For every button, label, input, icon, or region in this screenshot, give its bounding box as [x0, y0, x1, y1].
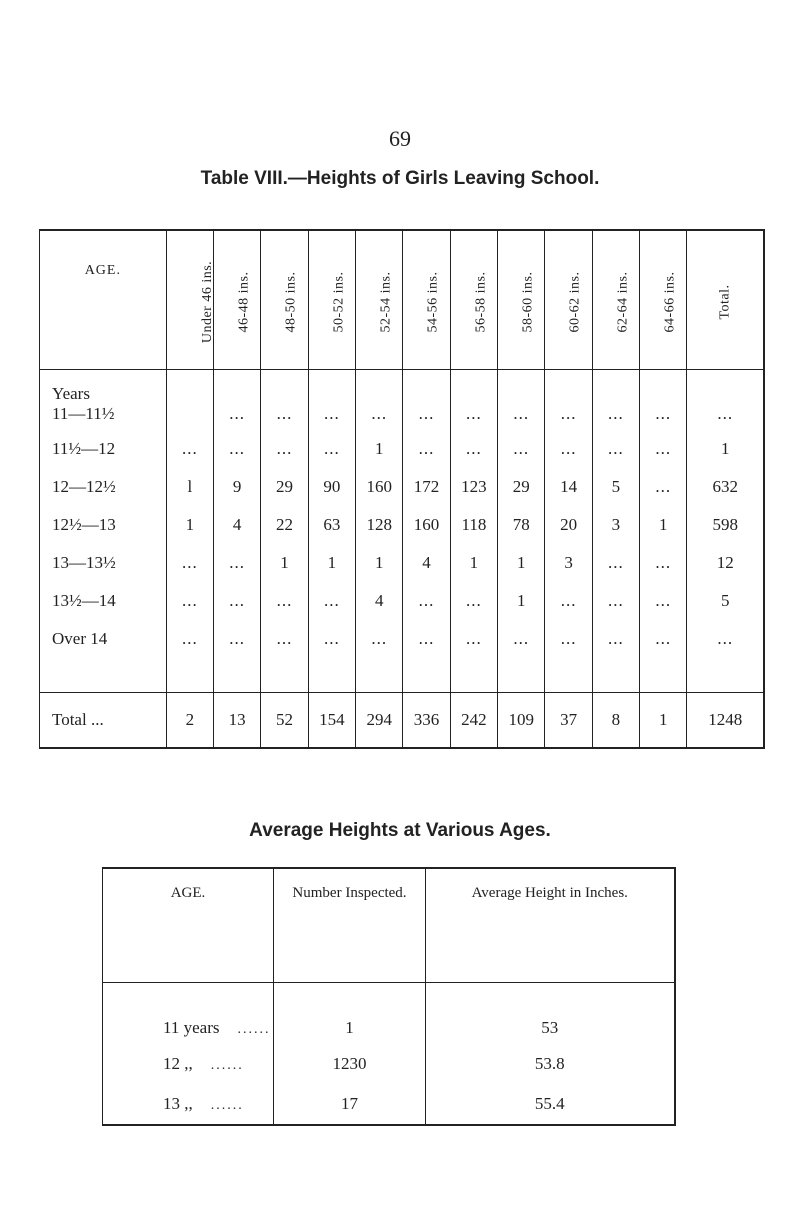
- data-cell: 22: [261, 506, 308, 544]
- age-cell: [103, 1084, 274, 1125]
- data-cell: 90: [308, 468, 355, 506]
- leader-dots: ......: [210, 1098, 244, 1113]
- spacer-row: [40, 658, 765, 693]
- data-cell: ...: [214, 544, 261, 582]
- spacer-cell: [592, 658, 639, 693]
- column-header: 64-66 ins.: [640, 230, 687, 370]
- age-label: 12 ,,: [163, 1054, 193, 1073]
- data-cell: ...: [592, 620, 639, 658]
- heights-table: [39, 229, 765, 749]
- data-cell: ...: [640, 544, 687, 582]
- table-row: [40, 544, 765, 582]
- total-cell: 1: [640, 693, 687, 749]
- data-cell: ...: [545, 582, 592, 620]
- data-cell: 160: [356, 468, 403, 506]
- column-header: 58-60 ins.: [498, 230, 545, 370]
- data-cell: ...: [308, 370, 355, 431]
- data-cell: ...: [261, 582, 308, 620]
- age-label: 13½—14: [52, 591, 116, 610]
- data-cell: [166, 370, 213, 431]
- data-cell: ...: [592, 582, 639, 620]
- spacer-cell: [640, 658, 687, 693]
- data-cell: 5: [687, 582, 764, 620]
- age-cell: [40, 544, 167, 582]
- data-cell: 63: [308, 506, 355, 544]
- age-label: 11 years: [163, 1018, 220, 1037]
- data-cell: ...: [450, 430, 497, 468]
- data-cell: ...: [214, 582, 261, 620]
- data-cell: ...: [592, 430, 639, 468]
- spacer-cell: [166, 658, 213, 693]
- spacer-cell: [498, 658, 545, 693]
- data-cell: 5: [592, 468, 639, 506]
- data-cell: 1: [308, 544, 355, 582]
- table-row: [40, 620, 765, 658]
- data-cell: ...: [214, 620, 261, 658]
- total-cell: 242: [450, 693, 497, 749]
- age-header: AGE.: [103, 868, 274, 983]
- table-title: Table VIII.—Heights of Girls Leaving School.: [200, 168, 600, 189]
- total-cell: 8: [592, 693, 639, 749]
- avg-cell: 53.8: [426, 1044, 675, 1084]
- data-cell: ...: [403, 582, 450, 620]
- data-cell: 1: [498, 544, 545, 582]
- total-cell: 37: [545, 693, 592, 749]
- data-cell: 1: [356, 544, 403, 582]
- data-cell: 29: [261, 468, 308, 506]
- age-cell: [40, 506, 167, 544]
- column-header: 56-58 ins.: [450, 230, 497, 370]
- number-cell: 1230: [274, 1044, 426, 1084]
- data-cell: 14: [545, 468, 592, 506]
- age-cell: [40, 468, 167, 506]
- total-label: Total ...: [40, 693, 167, 749]
- spacer-cell: [403, 658, 450, 693]
- data-cell: ...: [640, 620, 687, 658]
- data-cell: ...: [214, 370, 261, 431]
- age-header: AGE.: [40, 230, 167, 370]
- data-cell: 1: [166, 506, 213, 544]
- data-cell: ...: [403, 620, 450, 658]
- data-cell: 118: [450, 506, 497, 544]
- age-label: 11½—12: [52, 439, 116, 458]
- data-cell: ...: [403, 370, 450, 431]
- column-header: Under 46 ins.: [166, 230, 213, 370]
- data-cell: 9: [214, 468, 261, 506]
- data-cell: ...: [356, 620, 403, 658]
- header-row: [40, 230, 765, 370]
- spacer-cell: [308, 658, 355, 693]
- avg-cell: 53: [426, 983, 675, 1045]
- column-header: 62-64 ins.: [592, 230, 639, 370]
- data-cell: ...: [640, 468, 687, 506]
- average-heights-table: [102, 867, 676, 1126]
- data-cell: 128: [356, 506, 403, 544]
- data-cell: 1: [356, 430, 403, 468]
- data-cell: ...: [545, 430, 592, 468]
- table-row: [40, 430, 765, 468]
- column-header: 48-50 ins.: [261, 230, 308, 370]
- age-cell: [40, 370, 167, 431]
- age-cell: [40, 620, 167, 658]
- total-cell: 336: [403, 693, 450, 749]
- table-row: [103, 1044, 675, 1084]
- data-cell: ...: [498, 430, 545, 468]
- age-cell: [103, 1044, 274, 1084]
- total-cell: 294: [356, 693, 403, 749]
- data-cell: 123: [450, 468, 497, 506]
- table-row: [40, 370, 765, 431]
- data-cell: 1: [498, 582, 545, 620]
- data-cell: ...: [403, 430, 450, 468]
- data-cell: ...: [450, 370, 497, 431]
- table2-title: Average Heights at Various Ages.: [249, 820, 551, 841]
- data-cell: 78: [498, 506, 545, 544]
- header-row: [103, 868, 675, 983]
- data-cell: 1: [640, 506, 687, 544]
- table-row: [40, 582, 765, 620]
- data-cell: 172: [403, 468, 450, 506]
- number-cell: 17: [274, 1084, 426, 1125]
- data-cell: ...: [545, 620, 592, 658]
- number-header: Number Inspected.: [274, 868, 426, 983]
- spacer-cell: [545, 658, 592, 693]
- spacer-cell: [214, 658, 261, 693]
- data-cell: ...: [687, 620, 764, 658]
- data-cell: 29: [498, 468, 545, 506]
- age-cell: [40, 582, 167, 620]
- data-cell: l: [166, 468, 213, 506]
- data-cell: ...: [498, 620, 545, 658]
- table-row: [40, 468, 765, 506]
- data-cell: ...: [308, 620, 355, 658]
- total-cell: 13: [214, 693, 261, 749]
- table-row: [103, 1084, 675, 1125]
- data-cell: ...: [166, 582, 213, 620]
- data-cell: ...: [166, 430, 213, 468]
- data-cell: 20: [545, 506, 592, 544]
- page-number: 69: [389, 126, 411, 151]
- years-label: Years: [52, 384, 90, 403]
- data-cell: ...: [545, 370, 592, 431]
- column-header: 46-48 ins.: [214, 230, 261, 370]
- data-cell: 1: [450, 544, 497, 582]
- age-label: 12—12½: [52, 477, 116, 496]
- data-cell: ...: [261, 430, 308, 468]
- total-cell: 1248: [687, 693, 764, 749]
- data-cell: 3: [592, 506, 639, 544]
- data-cell: 632: [687, 468, 764, 506]
- age-label: Over 14: [52, 629, 108, 648]
- total-cell: 109: [498, 693, 545, 749]
- data-cell: 4: [214, 506, 261, 544]
- data-cell: ...: [687, 370, 764, 431]
- data-cell: ...: [640, 370, 687, 431]
- total-cell: 154: [308, 693, 355, 749]
- column-header: 52-54 ins.: [356, 230, 403, 370]
- data-cell: 1: [261, 544, 308, 582]
- age-label: 13—13½: [52, 553, 116, 572]
- data-cell: ...: [498, 370, 545, 431]
- data-cell: ...: [356, 370, 403, 431]
- spacer-cell: [40, 658, 167, 693]
- age-cell: [103, 983, 274, 1045]
- column-header: Total.: [687, 230, 764, 370]
- age-label: 12½—13: [52, 515, 116, 534]
- column-header: 60-62 ins.: [545, 230, 592, 370]
- data-cell: 3: [545, 544, 592, 582]
- data-cell: ...: [214, 430, 261, 468]
- data-cell: ...: [640, 430, 687, 468]
- age-label: 13 ,,: [163, 1094, 193, 1113]
- data-cell: ...: [261, 370, 308, 431]
- data-cell: 598: [687, 506, 764, 544]
- spacer-cell: [450, 658, 497, 693]
- number-cell: 1: [274, 983, 426, 1045]
- leader-dots: ......: [237, 1022, 271, 1037]
- data-cell: ...: [450, 620, 497, 658]
- data-cell: ...: [166, 620, 213, 658]
- data-cell: 1: [687, 430, 764, 468]
- total-cell: 52: [261, 693, 308, 749]
- spacer-cell: [356, 658, 403, 693]
- data-cell: ...: [592, 370, 639, 431]
- data-cell: ...: [308, 582, 355, 620]
- data-cell: ...: [166, 544, 213, 582]
- data-cell: ...: [450, 582, 497, 620]
- spacer-cell: [261, 658, 308, 693]
- data-cell: 12: [687, 544, 764, 582]
- spacer-cell: [687, 658, 764, 693]
- data-cell: ...: [640, 582, 687, 620]
- data-cell: ...: [592, 544, 639, 582]
- total-cell: 2: [166, 693, 213, 749]
- data-cell: 4: [356, 582, 403, 620]
- column-header: 50-52 ins.: [308, 230, 355, 370]
- avg-header: Average Height in Inches.: [426, 868, 675, 983]
- column-header: 54-56 ins.: [403, 230, 450, 370]
- total-row: [40, 693, 765, 749]
- age-cell: [40, 430, 167, 468]
- data-cell: 160: [403, 506, 450, 544]
- leader-dots: ......: [210, 1058, 244, 1073]
- age-label: 11—11½: [52, 404, 115, 423]
- table-row: [103, 983, 675, 1045]
- data-cell: ...: [261, 620, 308, 658]
- data-cell: 4: [403, 544, 450, 582]
- data-cell: ...: [308, 430, 355, 468]
- table-row: [40, 506, 765, 544]
- avg-cell: 55.4: [426, 1084, 675, 1125]
